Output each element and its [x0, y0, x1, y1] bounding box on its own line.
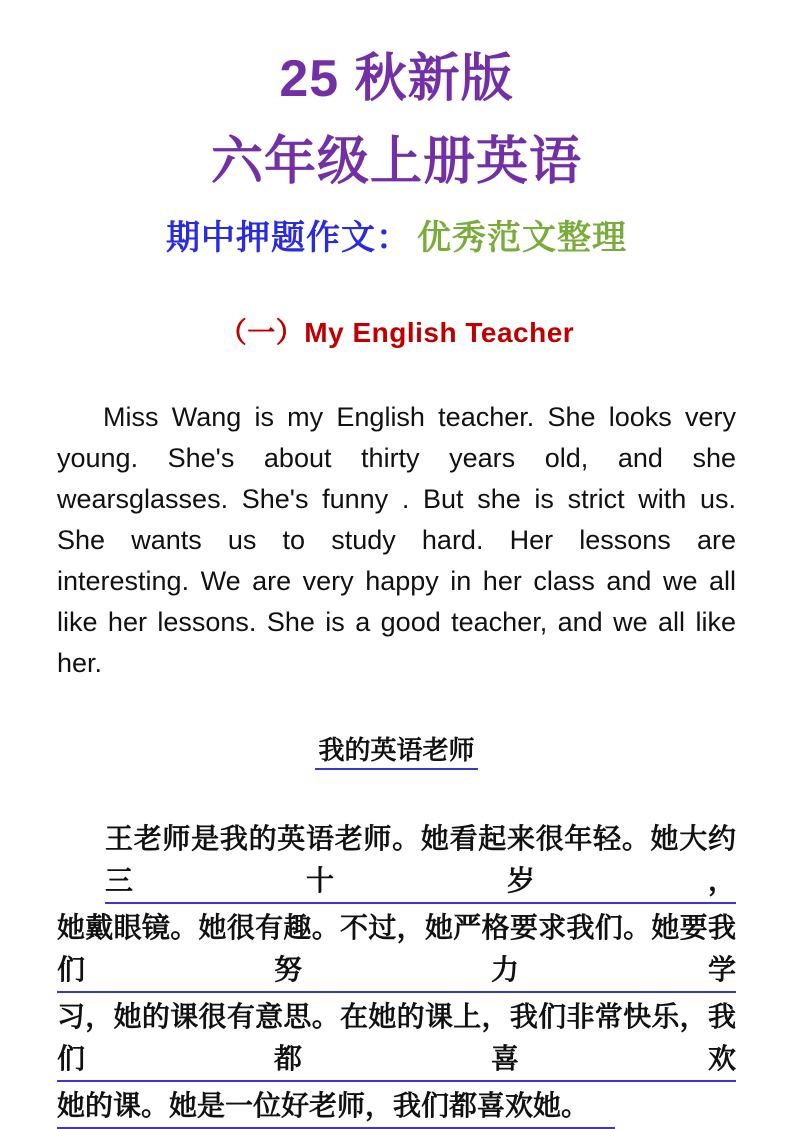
- subtitle-prefix: 期中押题作文：: [166, 219, 411, 257]
- doc-title-line2: 六年级上册英语: [210, 133, 582, 191]
- english-paragraph-line: Miss Wang is my English teacher. She looks very: [103, 402, 736, 432]
- english-paragraph-line: She wants us to study hard. Her lessons are: [57, 525, 736, 555]
- subtitle-highlight: 优秀范文整理: [417, 219, 627, 257]
- english-paragraph-line: her.: [57, 648, 103, 678]
- chinese-paragraph-line: 她戴眼镜。她很有趣。不过，她严格要求我们。她要我们努力学: [57, 907, 736, 993]
- chinese-paragraph-line: [57, 1085, 736, 1129]
- chinese-paragraph-line: 王老师是我的英语老师。她看起来很年轻。她大约三十岁，: [105, 818, 736, 904]
- chinese-paragraph-line: 习，她的课很有意思。在她的课上，我们非常快乐，我们都喜欢: [57, 996, 736, 1082]
- chinese-heading: [57, 736, 736, 770]
- doc-title-line1: 25 秋新版: [279, 50, 514, 108]
- english-paragraph-line: like her lessons. She is a good teacher, and we all like: [57, 607, 736, 637]
- essay-section-heading: （一）My English Teacher: [218, 317, 575, 348]
- chinese-paragraph: [57, 818, 736, 1129]
- english-paragraph: [57, 397, 736, 684]
- chinese-heading-text: 我的英语老师: [315, 736, 477, 770]
- english-paragraph-line: wearsglasses. She's funny . But she is strict with us.: [57, 484, 736, 514]
- english-paragraph-line: young. She's about thirty years old, and she: [57, 443, 736, 473]
- chinese-paragraph-last-line-text: 她的课。她是一位好老师，我们都喜欢她。: [57, 1085, 615, 1129]
- doc-subtitle: [57, 220, 736, 256]
- english-paragraph-line: interesting. We are very happy in her class and we all: [57, 566, 736, 596]
